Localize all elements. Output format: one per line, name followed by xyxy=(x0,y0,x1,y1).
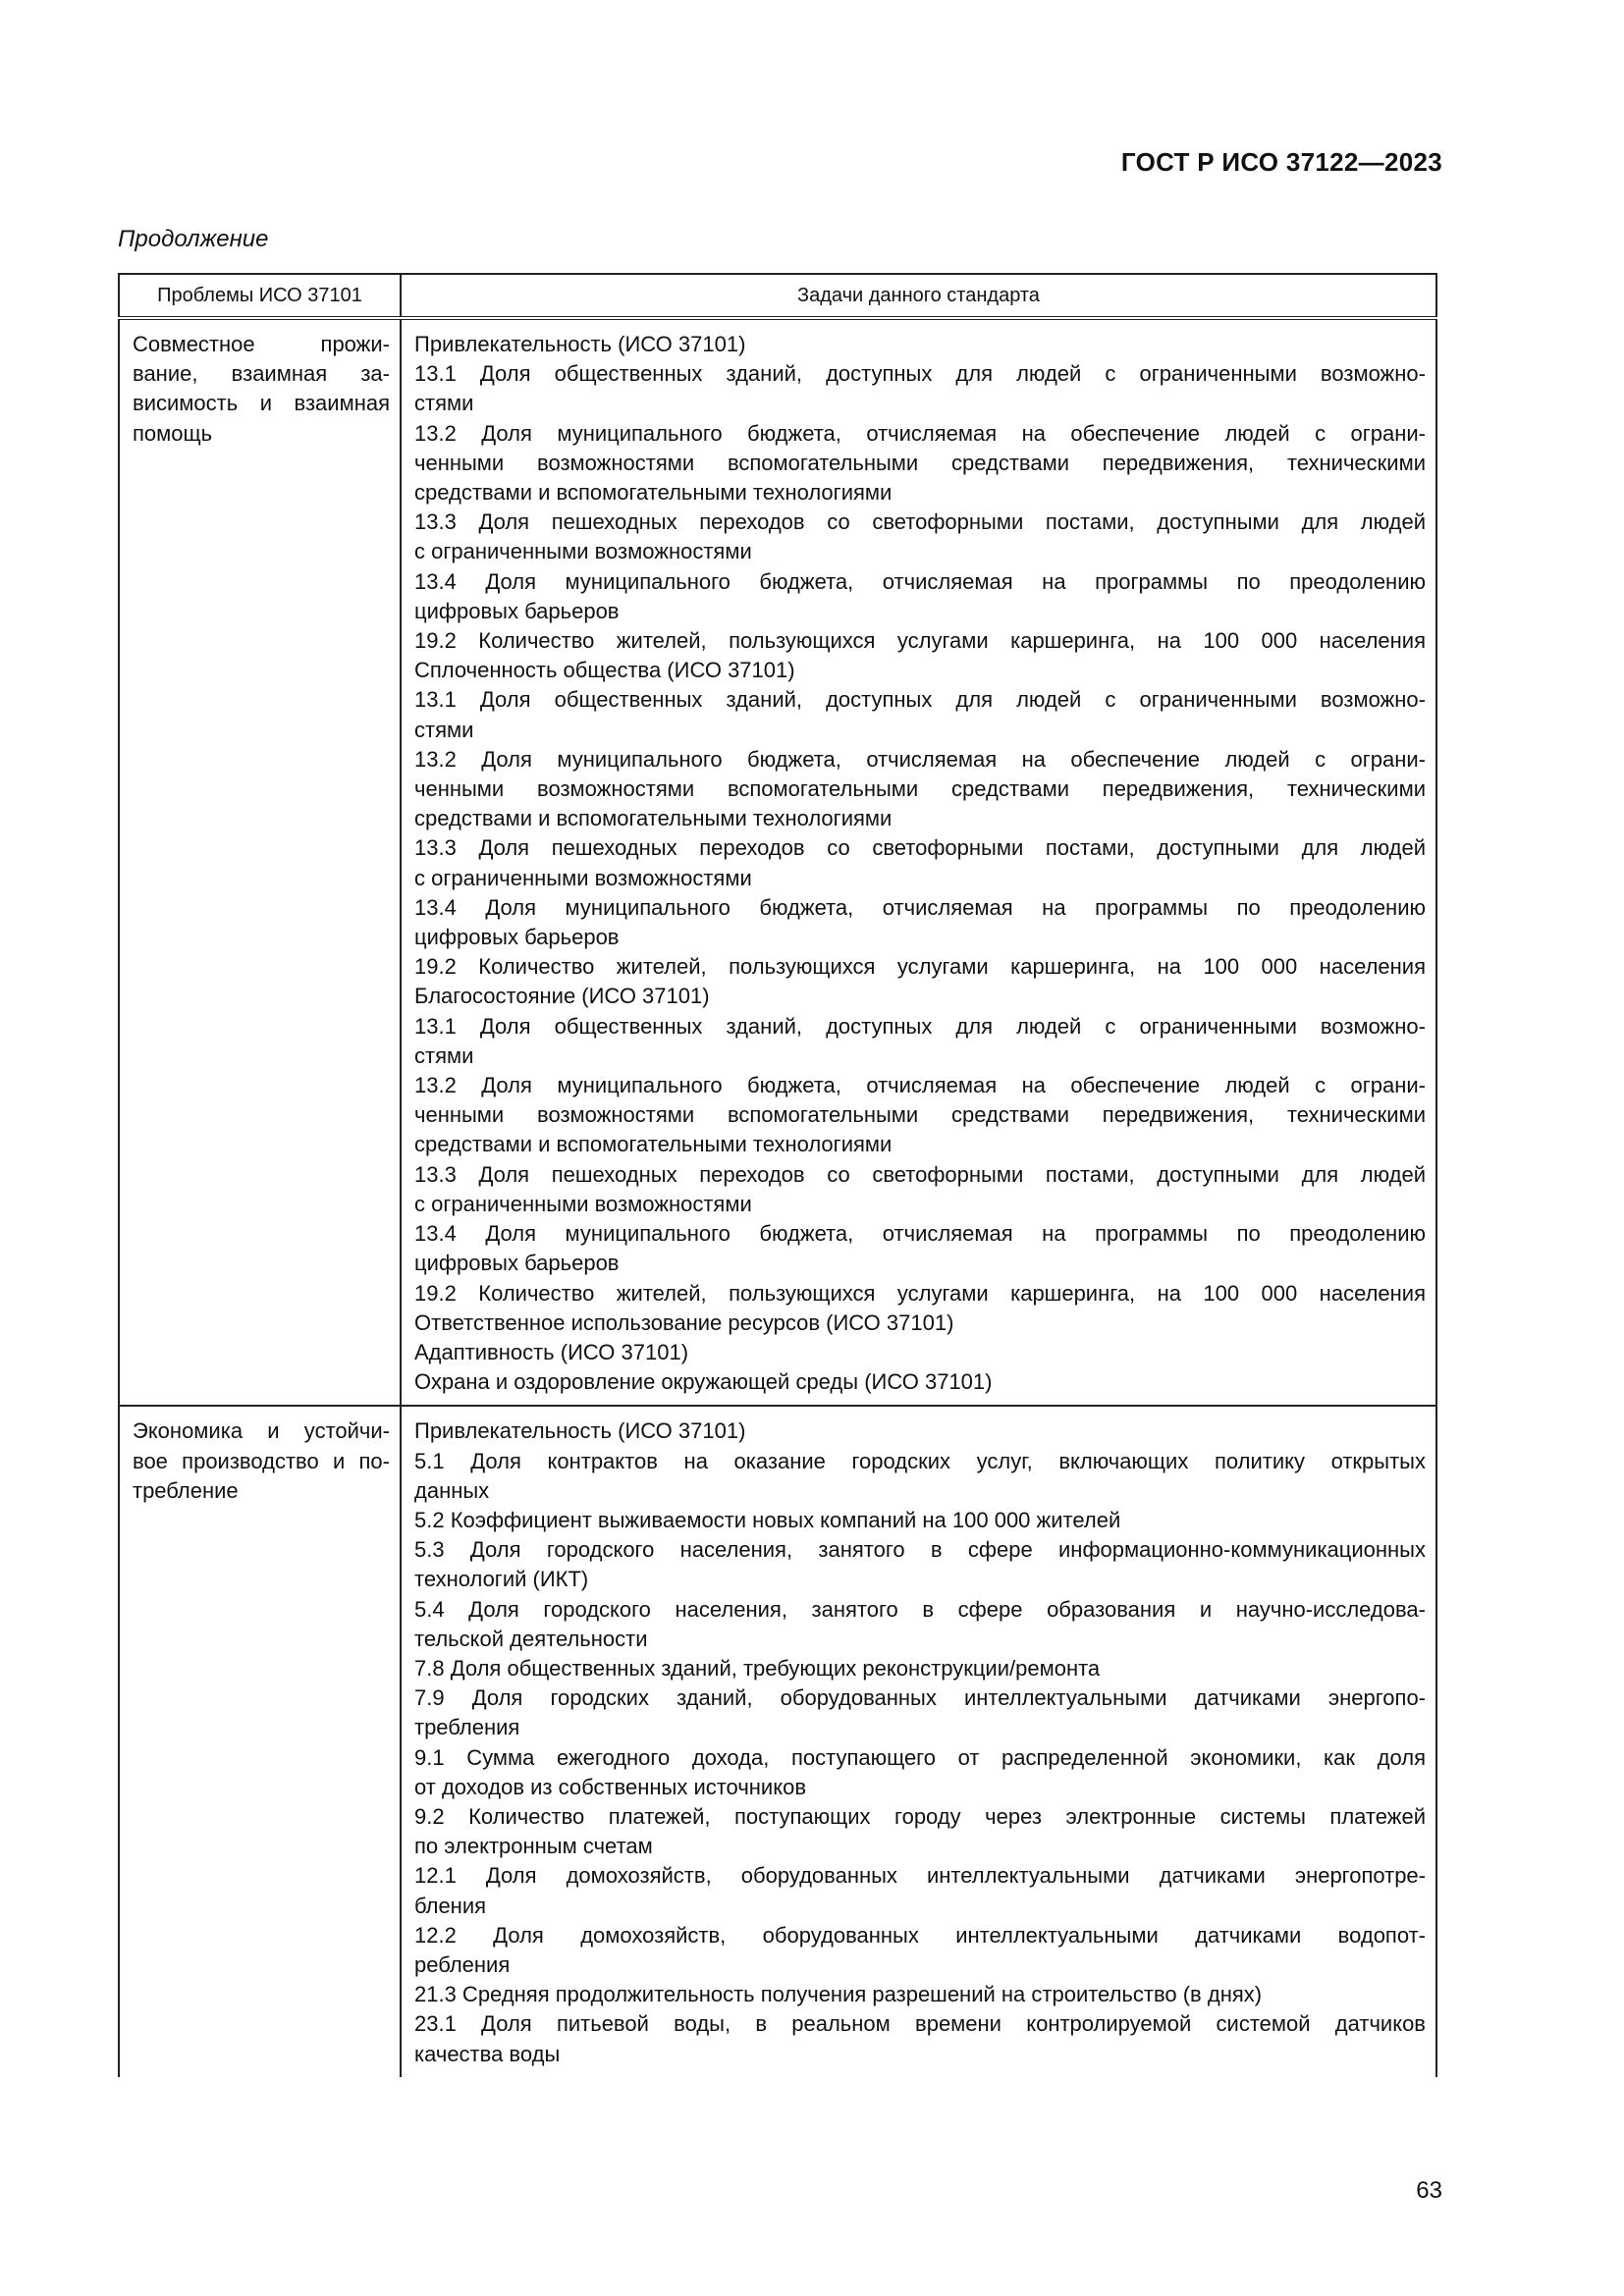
task-line: 7.9 Доля городских зданий, оборудованных интеллектуальными датчиками энергопо- xyxy=(414,1685,1426,1711)
problem-line: помощь xyxy=(133,420,213,446)
continuation-label: Продолжение xyxy=(118,226,269,252)
task-line: Привлекательность (ИСО 37101) xyxy=(414,1418,746,1444)
task-line: требления xyxy=(414,1715,520,1740)
column-header-problems: Проблемы ИСО 37101 xyxy=(119,274,401,318)
document-header: ГОСТ Р ИСО 37122—2023 xyxy=(1120,147,1442,177)
problem-line: висимость и взаимная xyxy=(133,391,390,416)
standards-table xyxy=(118,273,1437,2077)
task-line: 5.1 Доля контрактов на оказание городских услуг, включающих политику открытых xyxy=(414,1448,1426,1473)
task-line: цифровых барьеров xyxy=(414,598,620,623)
task-line: 13.2 Доля муниципального бюджета, отчисляемая на обеспечение людей с ограни- xyxy=(414,1073,1426,1098)
page-number: 63 xyxy=(1416,2177,1442,2204)
task-line: Благосостояние (ИСО 37101) xyxy=(414,984,710,1009)
task-line: 19.2 Количество жителей, пользующихся услугами каршеринга, на 100 000 населения xyxy=(414,954,1426,980)
task-line: с ограниченными возможностями xyxy=(414,1191,752,1216)
task-line: Адаптивность (ИСО 37101) xyxy=(414,1339,689,1364)
problem-cell xyxy=(119,318,401,1406)
task-line: 13.4 Доля муниципального бюджета, отчисляемая на программы по преодолению xyxy=(414,1221,1426,1247)
task-line: данных xyxy=(414,1477,490,1503)
task-line: Сплоченность общества (ИСО 37101) xyxy=(414,658,795,683)
task-line: 13.4 Доля муниципального бюджета, отчисляемая на программы по преодолению xyxy=(414,568,1426,594)
task-line: по электронным счетам xyxy=(414,1834,653,1859)
task-line: стями xyxy=(414,391,474,416)
task-line: 5.4 Доля городского населения, занятого в сфере образования и научно-исследова- xyxy=(414,1596,1426,1622)
task-line: Охрана и оздоровление окружающей среды (ИСО 37101) xyxy=(414,1369,993,1395)
problem-line: Экономика и устойчи- xyxy=(133,1418,390,1444)
task-line: ченными возможностями вспомогательными средствами передвижения, техническими xyxy=(414,776,1426,802)
tasks-cell xyxy=(401,1406,1436,2076)
task-line: 23.1 Доля питьевой воды, в реальном времени контролируемой системой датчиков xyxy=(414,2011,1426,2037)
task-line: ребления xyxy=(414,1951,511,1977)
tasks-cell xyxy=(401,318,1436,1406)
problem-line: вое производство и по- xyxy=(133,1448,390,1473)
problem-line: Совместное прожи- xyxy=(133,332,390,356)
problem-line: вание, взаимная за- xyxy=(133,361,390,387)
task-line: 12.2 Доля домохозяйств, оборудованных интеллектуальными датчиками водопот- xyxy=(414,1922,1426,1948)
task-line: стями xyxy=(414,717,474,742)
task-line: 13.3 Доля пешеходных переходов со светофорными постами, доступными для людей xyxy=(414,509,1426,535)
task-line: 21.3 Средняя продолжительность получения разрешений на строительство (в днях) xyxy=(414,1982,1263,2007)
task-line: 9.2 Количество платежей, поступающих городу через электронные системы платежей xyxy=(414,1803,1426,1829)
task-line: 13.1 Доля общественных зданий, доступных для людей с ограниченными возможно- xyxy=(414,361,1426,387)
task-line: средствами и вспомогательными технологиями xyxy=(414,480,893,506)
task-line: Ответственное использование ресурсов (ИСО 37101) xyxy=(414,1309,954,1335)
task-line: технологий (ИКТ) xyxy=(414,1567,589,1592)
task-line: цифровых барьеров xyxy=(414,1251,620,1276)
task-line: стями xyxy=(414,1042,474,1068)
table-row xyxy=(119,1406,1436,2076)
task-line: ченными возможностями вспомогательными средствами передвижения, техническими xyxy=(414,450,1426,475)
task-line: 13.4 Доля муниципального бюджета, отчисляемая на программы по преодолению xyxy=(414,894,1426,920)
task-line: качества воды xyxy=(414,2041,561,2066)
task-line: Привлекательность (ИСО 37101) xyxy=(414,332,746,356)
task-line: 13.2 Доля муниципального бюджета, отчисляемая на обеспечение людей с ограни- xyxy=(414,420,1426,446)
task-line: 5.3 Доля городского населения, занятого в сфере информационно-коммуникационных xyxy=(414,1537,1426,1563)
task-line: цифровых барьеров xyxy=(414,925,620,950)
task-line: с ограниченными возможностями xyxy=(414,865,752,890)
task-line: 13.2 Доля муниципального бюджета, отчисляемая на обеспечение людей с ограни- xyxy=(414,746,1426,772)
task-line: 13.3 Доля пешеходных переходов со светофорными постами, доступными для людей xyxy=(414,835,1426,861)
task-line: 13.3 Доля пешеходных переходов со светофорными постами, доступными для людей xyxy=(414,1161,1426,1187)
table-header-row xyxy=(119,274,1436,318)
task-line: от доходов из собственных источников xyxy=(414,1774,807,1799)
task-line: бления xyxy=(414,1893,487,1918)
task-line: с ограниченными возможностями xyxy=(414,539,752,564)
problem-line: требление xyxy=(133,1477,239,1503)
task-line: 13.1 Доля общественных зданий, доступных для людей с ограниченными возможно- xyxy=(414,687,1426,713)
task-line: средствами и вспомогательными технологиями xyxy=(414,806,893,831)
task-line: тельской деятельности xyxy=(414,1626,648,1651)
table-row xyxy=(119,318,1436,1406)
task-line: 19.2 Количество жителей, пользующихся услугами каршеринга, на 100 000 населения xyxy=(414,1280,1426,1306)
task-line: 12.1 Доля домохозяйств, оборудованных интеллектуальными датчиками энергопотре- xyxy=(414,1863,1426,1889)
task-line: ченными возможностями вспомогательными средствами передвижения, техническими xyxy=(414,1102,1426,1128)
problem-cell xyxy=(119,1406,401,2076)
task-line: 13.1 Доля общественных зданий, доступных для людей с ограниченными возможно- xyxy=(414,1013,1426,1039)
column-header-tasks: Задачи данного стандарта xyxy=(401,274,1436,318)
task-line: средствами и вспомогательными технологиями xyxy=(414,1132,893,1157)
task-line: 7.8 Доля общественных зданий, требующих реконструкции/ремонта xyxy=(414,1655,1101,1681)
task-line: 5.2 Коэффициент выживаемости новых компаний на 100 000 жителей xyxy=(414,1507,1121,1532)
task-line: 19.2 Количество жителей, пользующихся услугами каршеринга, на 100 000 населения xyxy=(414,628,1426,654)
task-line: 9.1 Сумма ежегодного дохода, поступающего от распределенной экономики, как доля xyxy=(414,1744,1426,1770)
